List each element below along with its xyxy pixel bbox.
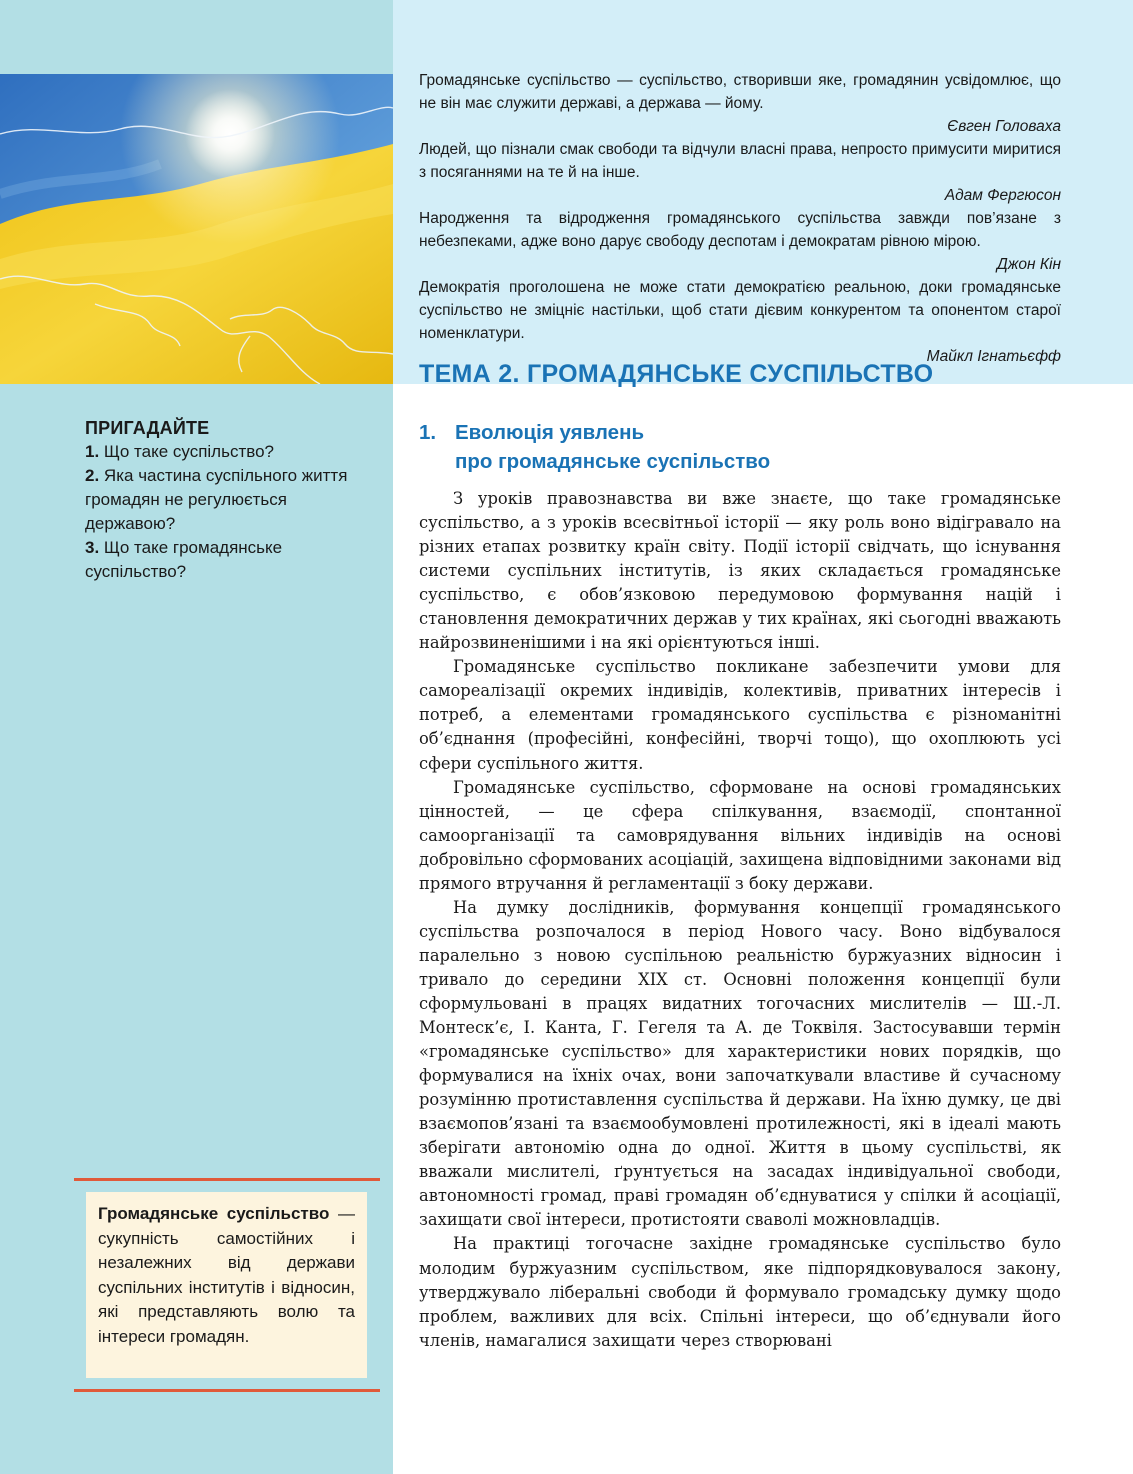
remember-box bbox=[85, 416, 375, 584]
definition-box bbox=[86, 1192, 367, 1378]
question-number: 2. bbox=[85, 466, 100, 485]
question-number: 3. bbox=[85, 538, 100, 557]
question-text: Що таке громадянське суспільство? bbox=[85, 538, 283, 581]
definition-top-rule bbox=[74, 1178, 380, 1181]
paragraph: На думку дослідників, формування концепції громадянського суспільства розпочалося в період Нового часу. Воно відбувалося паралельно з новою суспільною реальністю буржуазних відносин і тривало до середини XIX ст. Основні положення концепції були сформульовані в працях видатних тогочасних мислителів — Ш.-Л. Монтеск’є, І. Канта, Г. Гегеля та А. де Токвіля. Застосувавши термін «громадянське суспільство» для характеристики нових порядків, що формувалися на їхніх очах, вони започаткували властиве й сучасному розумінню протиставлення суспільства й держави. На їхню думку, це дві взаємопов’язані та взаємообумовлені протилежності, які в ідеалі мають зберігати автономію одна до одної. Життя в цьому суспільстві, як вважали мислителі, ґрунтується на засадах індивідуальної свободи, автономності громад, праві громадян об’єднуватися у спілки й асоціації, захищати свої інтереси, протистояти сваволі можновладців. bbox=[419, 897, 1061, 1230]
quote-author: Джон Кін bbox=[996, 256, 1061, 273]
question-text: Що таке суспільство? bbox=[103, 442, 274, 461]
question-number: 1. bbox=[85, 442, 100, 461]
quote-author: Євген Головаха bbox=[947, 118, 1061, 135]
remember-title: ПРИГАДАЙТЕ bbox=[85, 418, 210, 438]
epigraph-quotes bbox=[419, 69, 1061, 368]
definition-text: — сукупність самостійних і незалежних від держави суспільних інститутів і відносин, які представляють волю та інтереси громадян. bbox=[98, 1204, 355, 1346]
question-text: Яка частина суспільного життя громадян не регулюється державою? bbox=[85, 466, 348, 533]
section-title-line2: про громадянське суспільство bbox=[455, 450, 771, 473]
remember-question bbox=[85, 440, 375, 464]
topic-title: ТЕМА 2. ГРОМАДЯНСЬКЕ СУСПІЛЬСТВО bbox=[419, 360, 934, 388]
paragraph: Громадянське суспільство, сформоване на основі громадянських цінностей, — це сфера спілкування, взаємодії, спонтанної самоорганізації та самоврядування вільних індивідів на основі добровільно сформованих асоціацій, захищена відповідними законами від прямого втручання й регламентації з боку держави. bbox=[419, 777, 1061, 893]
quote-text: Народження та відродження громадянського суспільства завжди пов’язане з небезпеками, адже воно дарує свободу деспотам і демократам рівною мірою. bbox=[419, 210, 1061, 250]
section-number: 1. bbox=[419, 421, 437, 444]
quote-author: Майкл Ігнатьєфф bbox=[926, 348, 1061, 365]
section-title-line1: Еволюція уявлень bbox=[455, 421, 645, 444]
paragraph: З уроків правознавства ви вже знаєте, що таке громадянське суспільство, а з уроків всесвітньої історії — яку роль воно відігравало на різних етапах розвитку країн світу. Події історії свідчать, що існування системи суспільних інститутів, із яких складається громадянське суспільство, є обов’язковою передумовою формування націй і становлення демократичних держав у тих країнах, які сьогодні вважають найрозвиненішими і на які орієнтуються інші. bbox=[419, 489, 1061, 653]
quote-author: Адам Фергюсон bbox=[944, 187, 1061, 204]
paragraph: На практиці тогочасне західне громадянське суспільство було молодим буржуазним суспільством, яке підпорядковувалося закону, утверджувало ліберальні свободи й формувало громадську думку щодо проблем, важливих для всіх. Спільні інтереси, що об’єднували його членів, намагалися захищати через створювані bbox=[419, 1234, 1061, 1350]
quote-text: Демократія проголошена не може стати демократією реальною, доки громадянське суспільство не зміцніє настільки, щоб стати дієвим конкурентом та опонентом старої номенклатури. bbox=[419, 279, 1061, 342]
body-text bbox=[419, 487, 1061, 1353]
quote-text: Людей, що пізнали смак свободи та відчули власні права, непросто примусити миритися з посяганнями на те й на інше. bbox=[419, 141, 1061, 181]
definition-term: Громадянське суспільство bbox=[98, 1204, 330, 1223]
definition-bottom-rule bbox=[74, 1389, 380, 1392]
remember-question bbox=[85, 464, 375, 536]
paragraph: Громадянське суспільство покликане забезпечити умови для самореалізації окремих індивідів, колективів, приватних інтересів і потреб, а елементами громадянського суспільства є різноманітні об’єднання (професійні, конфесійні, творчі тощо), що охоплюють усі сфери суспільного життя. bbox=[419, 657, 1061, 773]
remember-question bbox=[85, 536, 375, 584]
ukraine-flag-map-image bbox=[0, 74, 393, 384]
quote-text: Громадянське суспільство — суспільство, створивши яке, громадянин усвідомлює, що не він має служити державі, а держава — йому. bbox=[419, 72, 1061, 112]
section-heading bbox=[419, 418, 770, 476]
